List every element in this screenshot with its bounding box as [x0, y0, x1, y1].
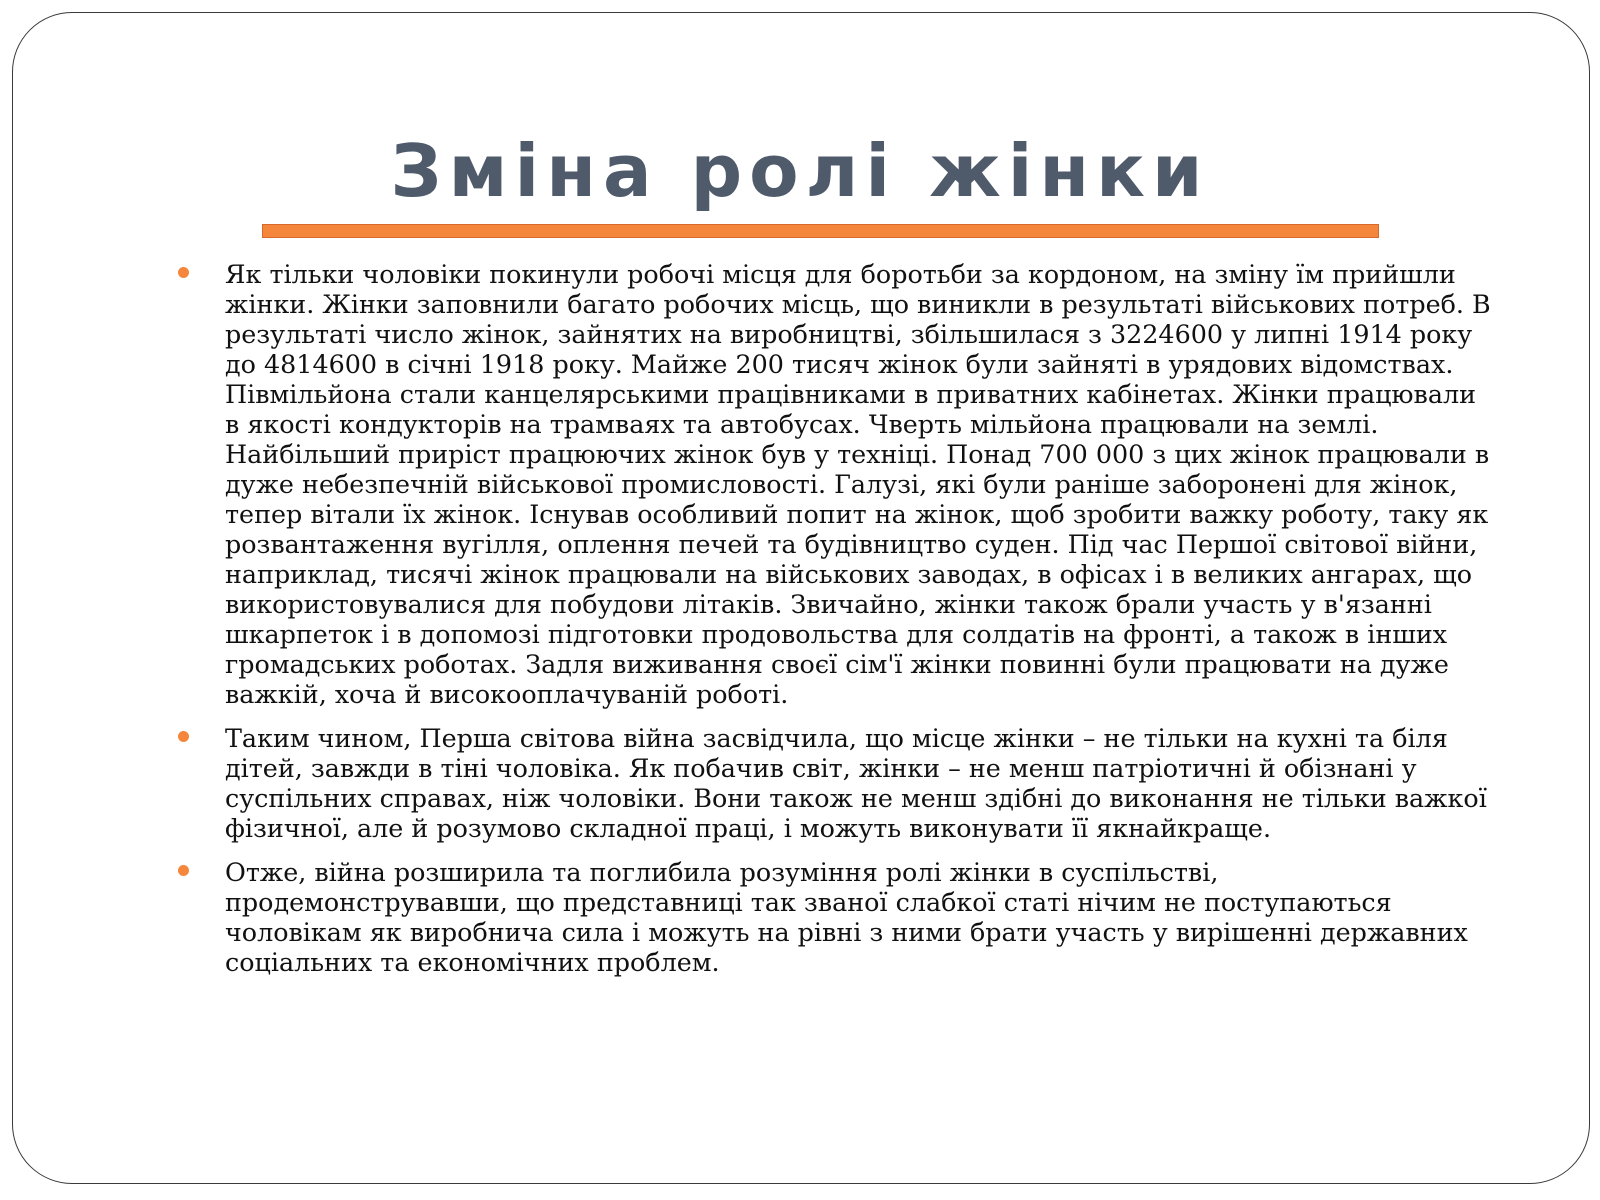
list-item: [178, 723, 1498, 843]
bullet-dot-icon: [178, 865, 189, 876]
list-item: [178, 857, 1498, 977]
paragraph-text: Як тільки чоловіки покинули робочі місця для боротьби за кордоном, на зміну їм прийшли жінки. Жінки заповнили багато робочих місць, що виникли в результаті військових потреб. В результаті число жінок, зайнятих на виробництві, збільшилася з 3224600 у липні 1914 року до 4814600 в січні 1918 року. Майже 200 тисяч жінок були зайняті в урядових відомствах. Півмільйона стали канцелярськими працівниками в приватних кабінетах. Жінки працювали в якості кондукторів на трамваях та автобусах. Чверть мільйона працювали на землі. Найбільший приріст працюючих жінок був у техніці. Понад 700 000 з цих жінок працювали в дуже небезпечній військової промисловості. Галузі, які були раніше заборонені для жінок, тепер вітали їх жінок. Існував особливий попит на жінок, щоб зробити важку роботу, таку як розвантаження вугілля, оплення печей та будівництво суден. Під час Першої світової війни, наприклад, тисячі жінок працювали на військових заводах, в офісах і в великих ангарах, що використовувалися для побудови літаків. Звичайно, жінки також брали участь у в'язанні шкарпеток і в допомозі підготовки продовольства для солдатів на фронті, а також в інших громадських роботах. Задля виживання своєї сім'ї жінки повинні були працювати на дуже важкій, хоча й високооплачуваній роботі.: [225, 259, 1491, 709]
bullet-dot-icon: [178, 267, 189, 278]
bullet-dot-icon: [178, 731, 189, 742]
slide-title: Зміна ролі жінки: [390, 129, 1210, 213]
paragraph-text: Таким чином, Перша світова війна засвідчила, що місце жінки – не тільки на кухні та біля дітей, завжди в тіні чоловіка. Як побачив світ, жінки – не менш патріотичні й обізнані у суспільних справах, ніж чоловіки. Вони також не менш здібні до виконання не тільки важкої фізичної, але й розумово складної праці, і можуть виконувати її якнайкраще.: [225, 723, 1487, 843]
bullet-list: [178, 259, 1498, 991]
title-underline: [262, 224, 1379, 238]
list-item: [178, 259, 1498, 709]
paragraph-text: Отже, війна розширила та поглибила розуміння ролі жінки в суспільстві, продемонструвавши, що представниці так званої слабкої статі нічим не поступаються чоловікам як виробнича сила і можуть на рівні з ними брати участь у вирішенні державних соціальних та економічних проблем.: [225, 857, 1468, 977]
